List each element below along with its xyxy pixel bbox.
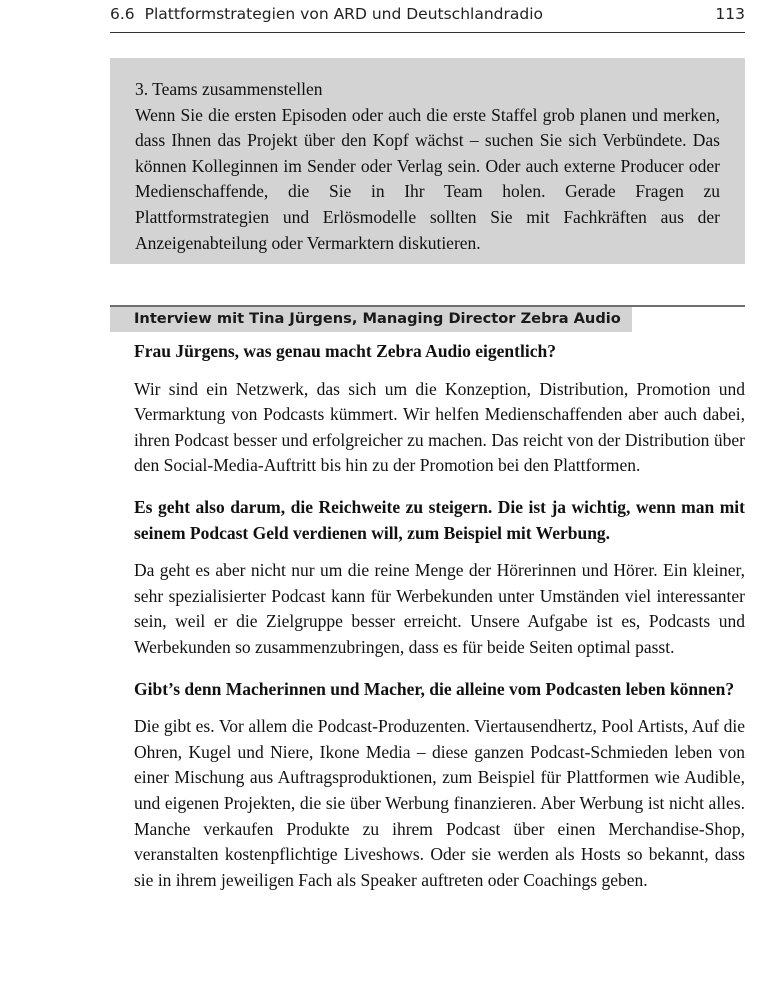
running-header [110, 0, 745, 33]
interview-question-3: Gibt’s denn Macherinnen und Macher, die alleine vom Podcasten leben können? [134, 678, 735, 699]
interview-answer-3: Die gibt es. Vor allem die Podcast-Produzenten. Viertausendhertz, Pool Artists, Auf die Ohren, Kugel und Niere, Ikone Media – diese ganzen Podcast-Schmieden leben von einer Mischung aus Auftragsproduktionen, zum Beispiel für Plattformen wie Audible, und eigenen Projekten, die sie über Werbung finanzieren. Aber Werbung ist nicht alles. Manche verkaufen Produkte zu ihrem Podcast über einen Merchandise-Shop, veranstalten kostenpflichtige Liveshows. Oder sie werden als Hosts so bekannt, dass sie in ihrem jeweiligen Fach als Speaker auftreten oder Coachings geben. [134, 716, 745, 890]
interview-heading-bar [110, 305, 745, 332]
interview-question-1: Frau Jürgens, was genau macht Zebra Audio eigentlich? [134, 341, 556, 361]
interview-answer-2: Da geht es aber nicht nur um die reine Menge der Hörerinnen und Hörer. Ein kleiner, sehr spezialisierter Podcast kann für Werbekunden unter Umständen viel interessanter sein, weil er die Zielgruppe besser erreicht. Unsere Aufgabe ist es, Podcasts und Werbekunden so zusammenzubringen, dass es für beide Seiten optimal passt. [134, 560, 745, 657]
interview-question-2: Es geht also darum, die Reichweite zu steigern. Die ist ja wichtig, wenn man mit seinem Podcast Geld verdienen will, zum Beispiel mit Werbung. [134, 496, 745, 543]
section-title: Plattformstrategien von ARD und Deutschlandradio [144, 5, 543, 23]
tip-box [110, 58, 745, 264]
tip-box-title: 3. Teams zusammenstellen [135, 79, 323, 99]
page-number: 113 [715, 5, 745, 23]
section-heading [110, 5, 543, 23]
interview-answer-1: Wir sind ein Netzwerk, das sich um die Konzeption, Distribution, Promotion und Vermarktung von Podcasts kümmert. Wir helfen Medienschaffenden aber auch dabei, ihren Podcast besser und erfolgreicher zu machen. Das reicht von der Distribution über den Social-Media-Auftritt bis hin zu der Promotion bei den Plattformen. [134, 378, 745, 476]
interview-content [134, 339, 745, 909]
tip-box-text: Wenn Sie die ersten Episoden oder auch die erste Staffel grob planen und merken, dass Ihnen das Projekt über den Kopf wächst – suchen Sie sich Verbündete. Das können Kolleginnen im Sender oder Verlag sein. Oder auch externe Producer oder Medienschaffende, die Sie in Ihr Team holen. Gerade Fragen zu Plattformstrategien und Erlösmodelle sollten Sie mit Fachkräften aus der Anzeigenabteilung oder Vermarktern diskutieren. [135, 104, 720, 253]
interview-heading: Interview mit Tina Jürgens, Managing Director Zebra Audio [110, 307, 632, 332]
section-number: 6.6 [110, 5, 135, 23]
